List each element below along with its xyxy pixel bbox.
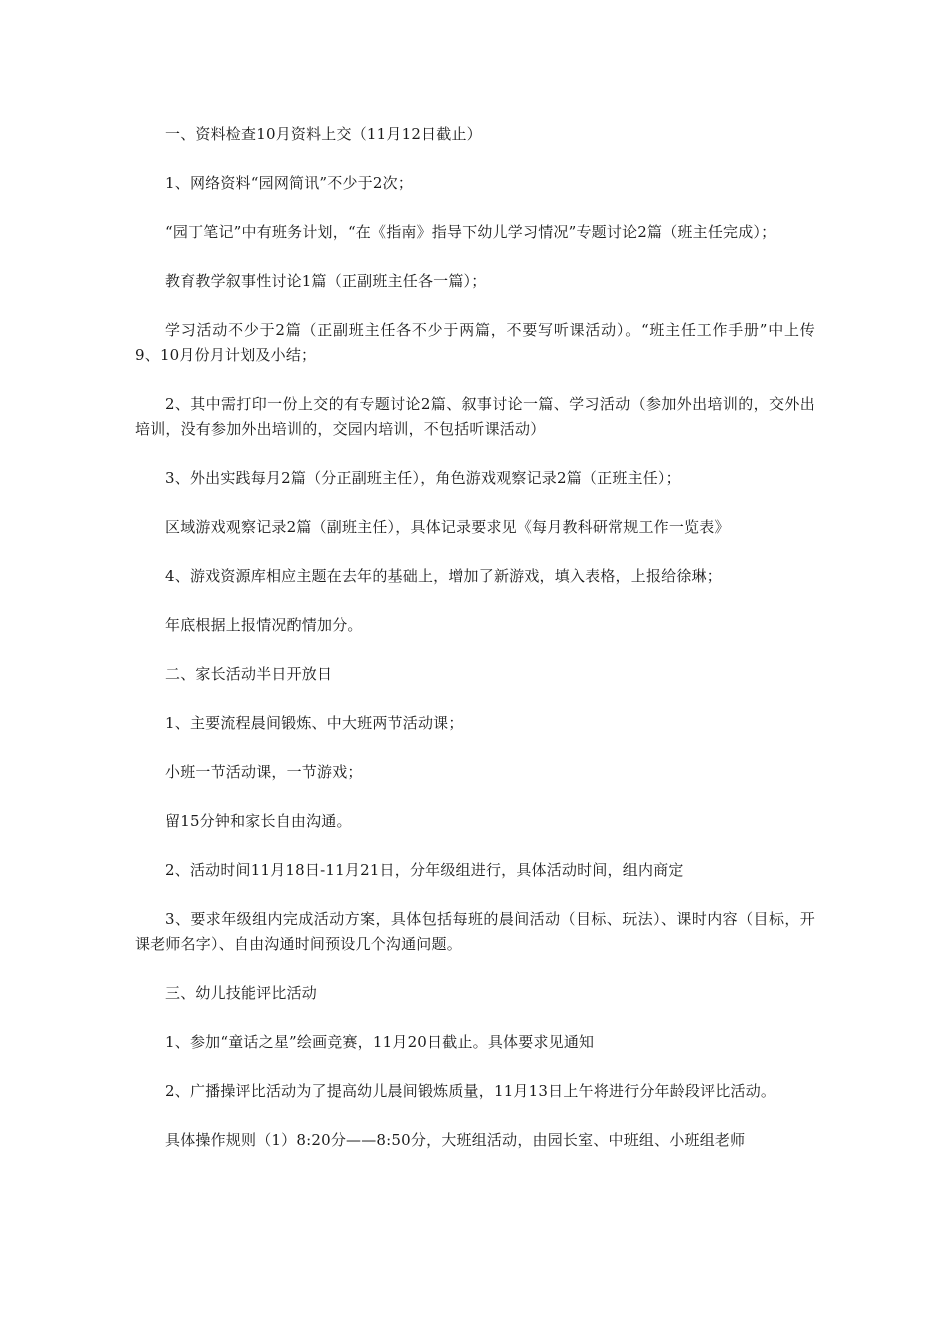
paragraph: 1、主要流程晨间锻炼、中大班两节活动课； xyxy=(165,714,464,732)
paragraph: 留15分钟和家长自由沟通。 xyxy=(165,812,352,830)
paragraph: 3、要求年级组内完成活动方案，具体包括每班的晨间活动（目标、玩法）、课时内容（目标，开课老师名字）、自由沟通时间预设几个沟通问题。 xyxy=(135,910,815,953)
paragraph: 1、参加“童话之星”绘画竞赛，11月20日截止。具体要求见通知 xyxy=(165,1033,595,1051)
paragraph: 小班一节活动课，一节游戏； xyxy=(165,763,363,781)
paragraph: 区域游戏观察记录2篇（副班主任），具体记录要求见《每月教科研常规工作一览表》 xyxy=(165,518,730,536)
section-heading-materials-check: 一、资料检查10月资料上交（11月12日截止） xyxy=(165,125,482,143)
document-body xyxy=(135,122,815,1177)
paragraph: 教育教学叙事性讨论1篇（正副班主任各一篇）； xyxy=(165,272,487,290)
section-heading-parent-open-day: 二、家长活动半日开放日 xyxy=(165,665,333,683)
paragraph: 2、其中需打印一份上交的有专题讨论2篇、叙事讨论一篇、学习活动（参加外出培训的，交外出培训，没有参加外出培训的，交园内培训，不包括听课活动） xyxy=(135,395,815,438)
paragraph: 具体操作规则（1）8:20分——8:50分，大班组活动，由园长室、中班组、小班组老师 xyxy=(165,1131,746,1149)
paragraph: 2、广播操评比活动为了提高幼儿晨间锻炼质量，11月13日上午将进行分年龄段评比活动。 xyxy=(165,1082,777,1100)
paragraph: 2、活动时间11月18日-11月21日，分年级组进行，具体活动时间，组内商定 xyxy=(165,861,684,879)
paragraph: “园丁笔记”中有班务计划，“在《指南》指导下幼儿学习情况”专题讨论2篇（班主任完成）； xyxy=(165,223,777,241)
paragraph: 年底根据上报情况酌情加分。 xyxy=(165,616,363,634)
paragraph: 3、外出实践每月2篇（分正副班主任），角色游戏观察记录2篇（正班主任）； xyxy=(165,469,681,487)
paragraph: 学习活动不少于2篇（正副班主任各不少于两篇，不要写听课活动）。“班主任工作手册”中上传9、10月份月计划及小结； xyxy=(135,321,815,364)
paragraph: 1、网络资料“园网简讯”不少于2次； xyxy=(165,174,414,192)
section-heading-skills-competition: 三、幼儿技能评比活动 xyxy=(165,984,318,1002)
paragraph: 4、游戏资源库相应主题在去年的基础上，增加了新游戏，填入表格，上报给徐琳； xyxy=(165,567,722,585)
